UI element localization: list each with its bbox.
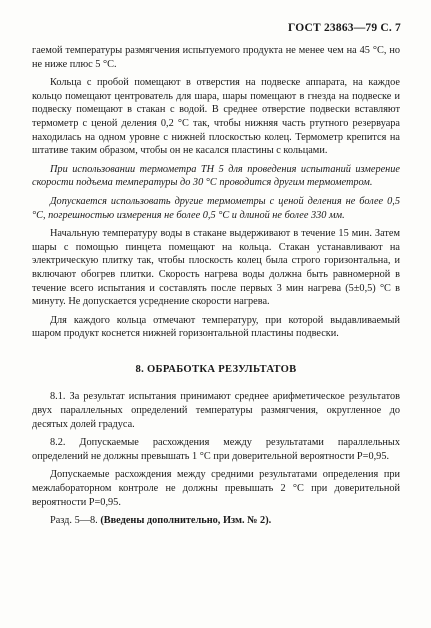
paragraph-rings-procedure: Кольца с пробой помещают в отверстия на подвеске аппарата, на каждое кольцо помещают центрователь для шара, шары помещают в гнезда на подвеске и подвеску помещают в стакан с водой. В среднее отверстие подвески вставляют термометр с ценой деления 0,2 °С так, чтобы нижняя часть ртутного резервуара находилась на одном уровне с нижней плоскостью колец. Термометр крепится на штативе таким образом, чтобы он не касался пластины с кольцами. — [32, 77, 400, 157]
amendment-text: (Введены дополнительно, Изм. № 2). — [100, 515, 272, 527]
document-body — [32, 44, 400, 533]
paragraph-8-1: 8.1. За результат испытания принимают среднее арифметическое результатов двух параллельных определений температуры размягчения, округленное до десятых долей градуса. — [32, 391, 400, 430]
paragraph-heating: Начальную температуру воды в стакане выдерживают в течение 15 мин. Затем шары с помощью пинцета помещают на кольца. Стакан устанавливают на электрическую плитку так, чтобы плоскость колец была строго горизонтальна, и включают обогрев плитки. Скорость нагрева воды должна быть равномерной в течение всего испытания и составлять после первых 3 мин нагрева (5±0,5) °С в минуту. Не допускается усреднение скорости нагрева. — [32, 228, 400, 308]
paragraph-continuation: гаемой температуры размягчения испытуемого продукта не менее чем на 45 °С, но не ниже плюс 5 °С. — [32, 45, 400, 70]
section-heading: 8. ОБРАБОТКА РЕЗУЛЬТАТОВ — [135, 363, 297, 375]
amendment-note — [32, 514, 400, 528]
amendment-prefix: Разд. 5—8. — [50, 515, 98, 527]
page-header: ГОСТ 23863—79 С. 7 — [288, 22, 401, 34]
paragraph-8-2: 8.2. Допускаемые расхождения между результатами параллельных определений не должны превышать 1 °С при доверительной вероятности P=0,95. — [32, 437, 400, 462]
paragraph-interlab: Допускаемые расхождения между средними результатами определения при межлабораторном контроле не должны превышать 2 °С при доверительной вероятности P=0,95. — [32, 469, 400, 508]
paragraph-note-thermometer: При использовании термометра ТН 5 для проведения испытаний измерение скорости подъема температуры до 30 °С проводится другим термометром. — [32, 163, 400, 189]
paragraph-note-alternatives: Допускается использовать другие термометры с ценой деления не более 0,5 °С, погрешностью измерения не более 0,5 °С и длиной не более 330 мм. — [32, 195, 400, 221]
paragraph-recording: Для каждого кольца отмечают температуру, при которой выдавливаемый шаром продукт коснется нижней горизонтальной пластины подвески. — [32, 314, 400, 340]
